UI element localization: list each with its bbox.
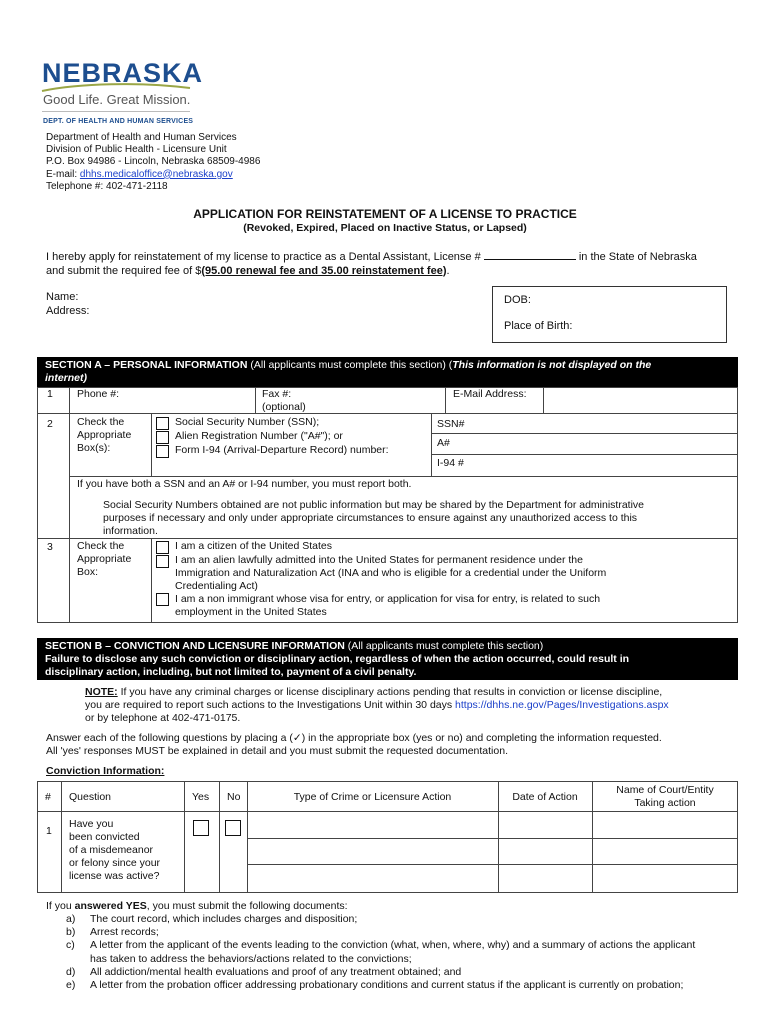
- row2-end-border: [37, 538, 738, 539]
- intro-text-1: I hereby apply for reinstatement of my license to practice as a Dental Assistant, License #: [46, 251, 484, 263]
- phone-label[interactable]: Phone #:: [77, 388, 120, 400]
- email-label: E-mail:: [46, 168, 80, 180]
- section-a-italic-note: This information is not displayed on the: [452, 359, 652, 371]
- form-title: APPLICATION FOR REINSTATEMENT OF A LICENSE TO PRACTICE: [193, 207, 577, 221]
- alien-reg-option: Alien Registration Number ("A#"); or: [175, 430, 343, 442]
- q1-number: 1: [46, 825, 52, 837]
- row1-divider-2: [445, 387, 446, 413]
- nebraska-logo-wordmark: NEBRASKA: [42, 58, 204, 88]
- non-immigrant-checkbox[interactable]: [156, 593, 169, 606]
- fax-label[interactable]: Fax #:: [262, 388, 292, 400]
- th-type: Type of Crime or Licensure Action: [293, 791, 452, 803]
- fax-optional: (optional): [262, 401, 306, 413]
- q1-no-checkbox[interactable]: [225, 820, 241, 836]
- name-address-labels: [46, 291, 89, 318]
- section-a-note: (All applicants must complete this section) (: [247, 359, 453, 371]
- doc-item: b) Arrest records;: [66, 926, 159, 939]
- permanent-resident-checkbox[interactable]: [156, 555, 169, 568]
- ssn-row-border: [431, 433, 738, 434]
- report-both-note: If you have both a SSN and an A# or I-94 number, you must report both.: [77, 478, 412, 490]
- non-immigrant-option: I am a non immigrant whose visa for entry, or application for visa for entry, is related to such employment in the United States: [175, 593, 601, 618]
- row1-divider-1: [255, 387, 256, 413]
- section-b-title: SECTION B – CONVICTION AND LICENSURE INFORMATION: [45, 640, 345, 652]
- th-court: Name of Court/Entity Taking action: [616, 784, 714, 809]
- intro-statement: [46, 249, 736, 278]
- form-subtitle: (Revoked, Expired, Placed on Inactive Status, or Lapsed): [243, 222, 527, 234]
- email-address-label: E-Mail Address:: [453, 388, 527, 400]
- address-label[interactable]: Address:: [46, 304, 90, 317]
- section-b-note: (All applicants must complete this section): [344, 640, 544, 652]
- answered-yes: answered YES: [74, 900, 147, 912]
- ssn-label[interactable]: SSN#: [437, 418, 465, 430]
- section-b-warning-2: disciplinary action, including, but not limited to, payment of a civil penalty.: [45, 666, 417, 678]
- answer-instructions: Answer each of the following questions by placing a (✓) in the appropriate box (yes or no) and completing the information requested. All 'yes' responses MUST be explained in detail and you must submit the requested documentation.: [46, 732, 662, 757]
- logo-tagline: Good Life. Great Mission.: [43, 92, 191, 107]
- i94-option: Form I-94 (Arrival-Departure Record) number:: [175, 444, 389, 456]
- row3-divider: [151, 538, 152, 623]
- doc-item: d) All addiction/mental health evaluations and proof of any treatment obtained; and: [66, 965, 462, 978]
- permanent-resident-option: I am an alien lawfully admitted into the United States for permanent residence under the Immigration and Naturalization Act (INA and who is eligible for a credential under the Uniform Credentialing Act): [175, 554, 607, 592]
- row2-divider-2: [431, 413, 432, 476]
- i94-label[interactable]: I-94 #: [437, 457, 464, 469]
- doc-item: has taken to address the behaviors/actions related to the convictions;: [90, 952, 412, 965]
- citizen-checkbox[interactable]: [156, 541, 169, 554]
- row1-number: 1: [47, 388, 53, 400]
- q1-yes-checkbox[interactable]: [193, 820, 209, 836]
- th-question: Question: [69, 791, 112, 803]
- address-line-2: Division of Public Health - Licensure Unit: [46, 144, 227, 156]
- doc-item: e) A letter from the probation officer addressing probationary conditions and current status if the applicant is currently on probation;: [66, 979, 684, 992]
- alien-reg-checkbox[interactable]: [156, 431, 169, 444]
- section-a-header: [37, 357, 738, 387]
- documents-list: [66, 913, 746, 992]
- logo-dept-name: DEPT. OF HEALTH AND HUMAN SERVICES: [43, 118, 194, 125]
- ssn-notice: Social Security Numbers obtained are not public information but may be shared by the Department for administrative purposes if necessary and only under appropriate circumstances to ensure against any unauthorized access to this information.: [103, 499, 645, 537]
- table-col-1: [61, 781, 62, 893]
- table-subrow-2: [247, 864, 738, 865]
- th-date: Date of Action: [512, 791, 578, 803]
- row1-bottom-border: [37, 413, 738, 414]
- citizen-option: I am a citizen of the United States: [175, 540, 332, 552]
- note-label: NOTE:: [85, 686, 118, 698]
- row2-divider-1: [151, 413, 152, 476]
- section-a-col-divider: [69, 387, 70, 623]
- row3-number: 3: [47, 541, 53, 553]
- address-phone: Telephone #: 402-471-2118: [46, 180, 168, 192]
- i94-checkbox[interactable]: [156, 445, 169, 458]
- row2-number: 2: [47, 418, 53, 430]
- anum-row-border: [431, 454, 738, 455]
- ssn-option: Social Security Number (SSN);: [175, 416, 320, 428]
- ssn-checkbox[interactable]: [156, 417, 169, 430]
- place-of-birth-label: Place of Birth:: [504, 320, 573, 332]
- intro-text-4: .: [446, 264, 450, 277]
- doc-item: c) A letter from the applicant of the events leading to the conviction (what, when, where, why) and a summary of actions the applicant: [66, 939, 696, 952]
- q1-text: Have you been convicted of a misdemeanor or felony since your license was active?: [69, 818, 161, 882]
- agency-address: [46, 132, 260, 193]
- dob-label: DOB:: [504, 294, 531, 306]
- email-link[interactable]: dhhs.medicaloffice@nebraska.gov: [79, 168, 233, 180]
- table-col-3: [219, 781, 220, 893]
- email-address-field[interactable]: [544, 388, 737, 412]
- section-b-header: [37, 638, 738, 680]
- address-email-row: [46, 169, 260, 181]
- address-line-1: Department of Health and Human Services: [46, 132, 237, 143]
- section-a-title: SECTION A – PERSONAL INFORMATION: [45, 359, 248, 371]
- row3-check-label: Check the Appropriate Box:: [77, 540, 132, 578]
- a-number-label[interactable]: A#: [437, 437, 450, 449]
- license-number-field[interactable]: [484, 249, 576, 260]
- section-a-italic-note-2: internet): [45, 372, 87, 384]
- conviction-info-heading: Conviction Information:: [46, 765, 165, 777]
- fee-amount: (95.00 renewal fee and 35.00 reinstatement fee): [201, 264, 447, 277]
- intro-text-3: and submit the required fee of $: [46, 264, 202, 277]
- table-subrow-1: [247, 838, 738, 839]
- intro-text-2: in the State of Nebraska: [575, 251, 697, 263]
- address-line-3: P.O. Box 94986 - Lincoln, Nebraska 68509-4986: [46, 156, 261, 168]
- row2-check-label: Check the Appropriate Box(s):: [77, 416, 132, 454]
- doc-item: a) The court record, which includes charges and disposition;: [66, 913, 358, 925]
- table-header-border: [37, 811, 738, 812]
- row2-bottom-border: [69, 476, 738, 477]
- th-no: No: [227, 791, 241, 803]
- investigation-note: NOTE: If you have any criminal charges or license disciplinary actions pending that results in conviction or license discipline, you are required to report such actions to the Investigations Unit within 30 days https://dhhs.ne.gov/Pages/Investigations.aspx or by telephone at 402-471-0175.: [85, 686, 669, 724]
- th-number: #: [45, 791, 51, 803]
- th-yes: Yes: [192, 791, 210, 803]
- logo-divider: [42, 111, 190, 112]
- table-col-2: [184, 781, 185, 893]
- name-label[interactable]: Name:: [46, 291, 79, 303]
- section-b-warning-1: Failure to disclose any such conviction or disciplinary action, regardless of when the action occurred, could result in: [45, 653, 630, 665]
- required-documents: If you answered YES, you must submit the following documents:: [46, 900, 348, 912]
- investigations-link[interactable]: https://dhhs.ne.gov/Pages/Investigations.aspx: [455, 699, 669, 711]
